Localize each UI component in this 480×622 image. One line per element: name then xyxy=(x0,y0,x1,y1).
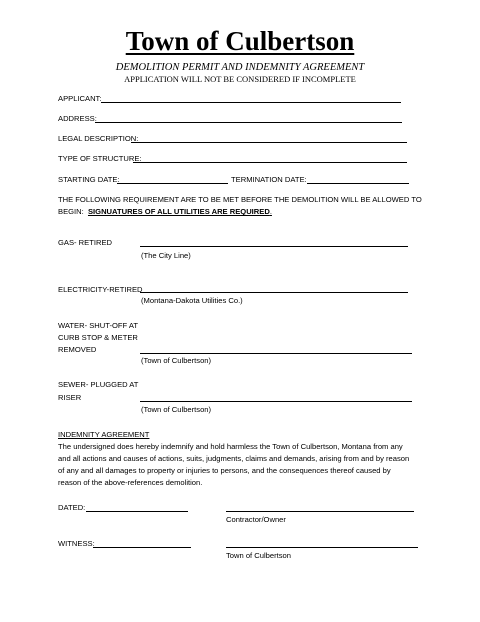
water-label-line1: WATER- SHUT-OFF AT xyxy=(58,321,139,330)
witness-label: WITNESS: xyxy=(58,539,95,548)
electricity-retired-label: ELECTRICITY-RETIRED xyxy=(58,285,143,294)
gas-signature-field[interactable] xyxy=(140,246,408,247)
water-label-line2: CURB STOP & METER xyxy=(58,333,138,342)
legal-description-field[interactable] xyxy=(131,142,407,143)
contractor-caption: Contractor/Owner xyxy=(226,515,286,524)
water-caption: (Town of Culbertson) xyxy=(141,356,212,365)
page-title: Town of Culbertson xyxy=(125,26,355,56)
termination-date-field[interactable] xyxy=(307,183,409,184)
starting-date-field[interactable] xyxy=(117,183,228,184)
requirement-text: THE FOLLOWING REQUIREMENT ARE TO BE MET BEFORE THE DEMOLITION WILL BE ALLOWED TO xyxy=(58,195,422,204)
indemnity-line: The undersigned does hereby indemnify and hold harmless the Town of Culbertson, Montana from any xyxy=(58,442,403,451)
address-field[interactable] xyxy=(95,122,402,123)
water-signature-field[interactable] xyxy=(140,353,412,354)
water-label-line3: REMOVED xyxy=(58,345,97,354)
indemnity-heading: INDEMNITY AGREEMENT xyxy=(58,430,150,439)
dated-field[interactable] xyxy=(86,511,188,512)
town-signature-field[interactable] xyxy=(226,547,418,548)
applicant-field[interactable] xyxy=(101,102,401,103)
dated-label: DATED: xyxy=(58,503,86,512)
indemnity-line: of any and all damages to property or injuries to persons, and the consequences thereof caused by xyxy=(58,466,391,475)
termination-date-label: TERMINATION DATE: xyxy=(231,175,307,184)
legal-description-label: LEGAL DESCRIPTION: xyxy=(58,134,139,143)
town-caption: Town of Culbertson xyxy=(226,551,292,560)
indemnity-line: reason of the above-references demolition. xyxy=(58,478,203,487)
sewer-signature-field[interactable] xyxy=(140,401,412,402)
incomplete-notice: APPLICATION WILL NOT BE CONSIDERED IF INCOMPLETE xyxy=(124,74,356,84)
sewer-label-line1: SEWER- PLUGGED AT xyxy=(58,380,139,389)
indemnity-line: and all actions and causes of actions, suits, judgments, claims and demands, arising from and by reason xyxy=(58,454,410,463)
type-of-structure-label: TYPE OF STRUCTURE: xyxy=(58,154,142,163)
applicant-label: APPLICANT: xyxy=(58,94,102,103)
form-subtitle: DEMOLITION PERMIT AND INDEMNITY AGREEMENT xyxy=(115,62,365,73)
type-of-structure-field[interactable] xyxy=(133,162,407,163)
starting-date-label: STARTING DATE: xyxy=(58,175,120,184)
sewer-label-line2: RISER xyxy=(58,393,82,402)
requirement-text-line2: BEGIN: SIGNUATURES OF ALL UTILITIES ARE REQUIRED. xyxy=(58,207,272,216)
electricity-caption: (Montana-Dakota Utilities Co.) xyxy=(141,296,243,305)
witness-field[interactable] xyxy=(93,547,191,548)
electricity-signature-field[interactable] xyxy=(140,292,408,293)
contractor-signature-field[interactable] xyxy=(226,511,414,512)
gas-retired-label: GAS- RETIRED xyxy=(58,238,113,247)
sewer-caption: (Town of Culbertson) xyxy=(141,405,212,414)
address-label: ADDRESS: xyxy=(58,114,97,123)
gas-caption: (The City Line) xyxy=(141,251,191,260)
